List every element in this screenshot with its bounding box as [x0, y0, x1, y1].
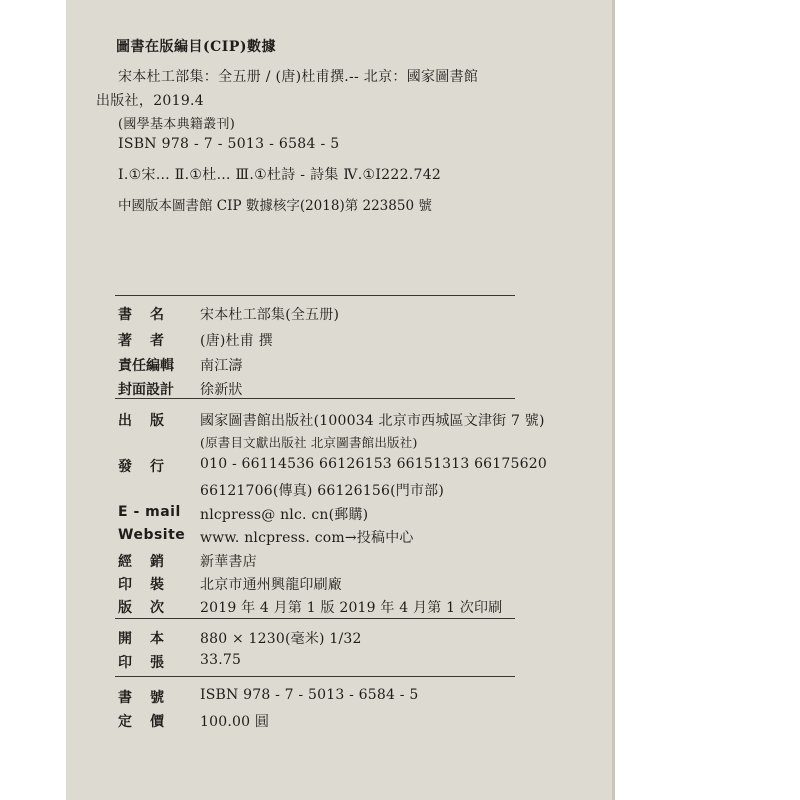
page-edge	[612, 0, 615, 800]
isbn-label: 書號	[118, 690, 182, 706]
cip-line: 出版社，2019.4	[96, 93, 204, 109]
website-value: www. nlcpress. com→投稿中心	[200, 530, 414, 546]
cover-design-value: 徐新狀	[200, 382, 243, 398]
author-value: (唐)杜甫 撰	[200, 333, 273, 349]
cip-line: Ⅰ.①宋… Ⅱ.①杜… Ⅲ.①杜詩 - 詩集 Ⅳ.①I222.742	[118, 167, 442, 183]
divider	[115, 295, 515, 296]
divider	[115, 618, 515, 619]
email-label: E - mail	[118, 504, 181, 520]
cip-line: 宋本杜工部集：全五册 / (唐)杜甫撰.-- 北京：國家圖書館	[118, 69, 479, 85]
publisher-value: 國家圖書館出版社(100034 北京市西城區文津街 7 號)	[200, 413, 545, 429]
website-label: Website	[118, 527, 186, 543]
distribution-phones: 010 - 66114536 66126153 66151313 66175620	[200, 456, 547, 472]
publisher-note: (原書目文獻出版社 北京圖書館出版社)	[200, 435, 418, 450]
cip-title: 圖書在版編目(CIP)數據	[116, 39, 276, 55]
editor-value: 南江濤	[200, 358, 243, 374]
edition-label: 版次	[118, 600, 182, 616]
editor-label: 責任編輯	[118, 358, 174, 374]
distribution-label: 發行	[118, 459, 182, 475]
edition-value: 2019 年 4 月第 1 版 2019 年 4 月第 1 次印刷	[200, 600, 503, 616]
cover-design-label: 封面設計	[118, 382, 174, 398]
divider	[115, 676, 515, 677]
cip-line: ISBN 978 - 7 - 5013 - 6584 - 5	[118, 136, 340, 152]
email-value: nlcpress@ nlc. cn(郵購)	[200, 507, 369, 523]
isbn-value: ISBN 978 - 7 - 5013 - 6584 - 5	[200, 687, 419, 703]
printer-value: 北京市通州興龍印刷廠	[200, 577, 342, 593]
author-label: 著者	[118, 333, 182, 349]
sales-value: 新華書店	[200, 554, 257, 570]
book-name-label: 書名	[118, 307, 182, 323]
divider	[115, 398, 515, 399]
price-value: 100.00 圓	[200, 714, 270, 730]
price-label: 定價	[118, 714, 182, 730]
sheets-value: 33.75	[200, 652, 242, 668]
format-label: 開本	[118, 631, 182, 647]
sheets-label: 印張	[118, 655, 182, 671]
cip-record-number: 中國版本圖書館 CIP 數據核字(2018)第 223850 號	[118, 198, 432, 214]
sales-label: 經銷	[118, 554, 182, 570]
cip-line: (國學基本典籍叢刊)	[118, 117, 236, 132]
book-name-value: 宋本杜工部集(全五册)	[200, 307, 340, 323]
printer-label: 印裝	[118, 577, 182, 593]
publisher-label: 出版	[118, 413, 182, 429]
distribution-fax: 66121706(傳真) 66126156(門市部)	[200, 483, 445, 499]
format-value: 880 × 1230(毫米) 1/32	[200, 631, 362, 647]
